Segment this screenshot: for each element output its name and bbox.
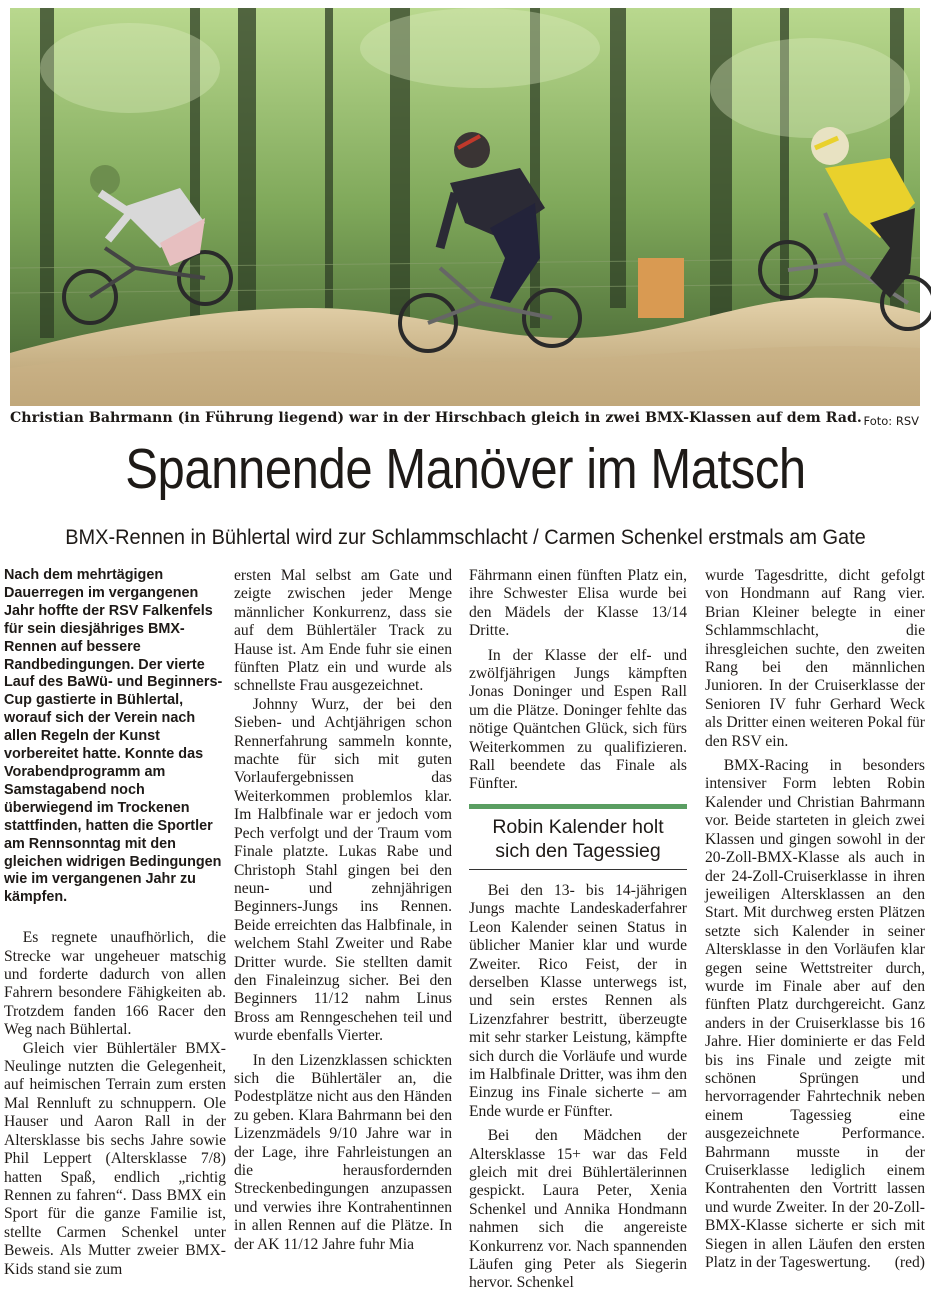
article-paragraph: In den Lizenzklassen schickten sich die Bühlertäler an, die Podestplätze nicht aus den Händen zu geben. Klara Bahrmann bei den Lizenzmädels 9/10 Jahre war in der Lage, ihre Fahrleistungen an die herausfordernden Streckenbedingungen anzupassen und verwies ihre Kontrahentinnen in allen Rennen auf die Plätze. In der AK 11/12 Jahre fuhr Mia — [234, 1051, 452, 1253]
box-headline-line-2: sich den Tagessieg — [495, 839, 661, 862]
article-column-2 — [234, 567, 452, 1277]
article-paragraph: Gleich vier Bühlertäler BMX-Neulinge nutzten die Gelegenheit, auf heimischen Terrain zum ersten Mal Rennluft zu schnuppern. Ole Hauser und Aaron Rall in der Altersklasse bis sechs Jahre sowie Phil Leppert (Altersklasse 7/8) hatten Spaß, endlich „richtig Rennen zu fahren“. Dass BMX ein Sport für die ganze Familie ist, stellte Carmen Schenkel unter Beweis. Als Mutter zweier BMX-Kids stand sie zum — [4, 1039, 226, 1278]
article-column-4 — [705, 567, 925, 1277]
article-column-3 — [469, 567, 687, 1292]
bmx-race-photo — [10, 8, 920, 406]
subhead: BMX-Rennen in Bühlertal wird zur Schlammschlacht / Carmen Schenkel erstmals am Gate — [65, 526, 866, 549]
article-paragraph: ersten Mal selbst am Gate und zeigte zwischen jeder Menge männlicher Konkurrenz, dass sie auf dem Bühlertäler Track zu Hause ist. Am Ende fuhr sie einen fünften Platz ein und wurde als schnellste Frau ausgezeichnet. — [234, 567, 452, 695]
article-paragraph: wurde Tagesdritte, dicht gefolgt von Hondmann auf Rang vier. Brian Kleiner belegte in einer Schlammschlacht, die ihresgleichen suchte, den zweiten Rang bei den männlichen Junioren. In der Cruiserklasse der Senioren IV fuhr Gerhard Weck als Dritter einen weiteren Pokal für den RSV ein. — [705, 567, 925, 750]
article-paragraph: Johnny Wurz, der bei den Sieben- und Achtjährigen schon Rennerfahrung sammeln konnte, machte für sich mit guten Vorlaufergebnissen das Weiterkommen problemlos klar. Im Halbfinale war er jedoch vom Pech verfolgt und der Traum vom Finale platzte. Lukas Rabe und Christoph Stahl gingen bei den neun- und zehnjährigen Beginners-Jungs ins Rennen. Beide erreichten das Halbfinale, in welchem Stahl Zweiter und Rabe Dritter wurde. Sie stellten damit den Finaleinzug sicher. Bei den Beginners 11/12 nahm Linus Bross am Renngeschehen teil und wurde ebenfalls Vierter. — [234, 695, 452, 1045]
box-headline — [469, 804, 687, 870]
article-paragraph-text: BMX-Racing in besonders intensiver Form lebten Robin Kalender und Christian Bahrmann vor. Beide starteten in gleich zwei Klassen und gingen sowohl in der 20-Zoll-BMX-Klasse als auch in der 24-Zoll-Cruiserklasse in ihren jeweiligen Altersklassen an den Start. Mit durchweg ersten Plätzen setzte sich Kalender in seiner Altersklasse in den Vorläufen klar gegen seine Wettstreiter durch, wurde im Finale aber auf den fünften Platz durchgereicht. Ganz anders in der Cruiserklasse bis 16 Jahre. Hier dominierte er das Feld bis ins Finale und zeigte mit schönen Sprüngen und hervorragender Fahrtechnik neben einem Tagessieg eine ausgezeichnete Performance. Bahrmann musste in der Cruiserklasse lediglich einem Kontrahenten den Vortritt lassen und wurde Zweiter. In der 20-Zoll-BMX-Klasse sicherte er sich mit Siegen in allen Läufen den ersten Platz in der Tageswertung. — [705, 757, 925, 1272]
headline: Spannende Manöver im Matsch — [125, 437, 806, 501]
article-paragraph: Fährmann einen fünften Platz ein, ihre Schwester Elisa wurde bei den Mädels der Klasse 13/14 Dritte. — [469, 567, 687, 640]
article-paragraph: Es regnete unaufhörlich, die Strecke war ungeheuer matschig und forderte dadurch von allen Fahrern besondere Fähigkeiten ab. Trotzdem fanden 166 Racer den Weg nach Bühlertal. — [4, 929, 226, 1039]
article-paragraph: Bei den Mädchen der Altersklasse 15+ war das Feld gleich mit drei Bühlertälerinnen gespickt. Laura Peter, Xenia Schenkel und Annika Hondmann nahmen sich die angereiste Konkurrenz vor. Nach spannenden Läufen ging Peter als Siegerin hervor. Schenkel — [469, 1127, 687, 1292]
photo-credit: Foto: RSV — [863, 414, 919, 428]
article-column-1 — [4, 567, 226, 1277]
photo-illustration — [10, 8, 920, 406]
article-paragraph: Bei den 13- bis 14-jährigen Jungs machte Landeskaderfahrer Leon Kalender seinen Status in üblicher Manier klar und wurde Zweiter. Rico Feist, der in derselben Klasse unterwegs ist, und sein erstes Rennen als Lizenzfahrer bestritt, überzeugte mit sehr starker Leistung, kämpfte sich durch die Vorläufe und wurde im Halbfinale Dritter, was ihm den Einzug ins Finale sicherte – am Ende wurde er Fünfter. — [469, 881, 687, 1120]
author-sign: (red) — [894, 1254, 925, 1272]
box-headline-line-1: Robin Kalender holt — [492, 815, 664, 838]
article-lead: Nach dem mehrtägigen Dauerregen im vergangenen Jahr hoffte der RSV Falkenfels für sein diesjähriges BMX-Rennen auf bessere Randbedingungen. Der vierte Lauf des BaWü- und Beginners-Cup gastierte in Bühlertal, worauf sich der Verein nach allen Regeln der Kunst vorbereitet hatte. Konnte das Vorabendprogramm am Samstagabend noch überwiegend im Trockenen stattfinden, hatten die Sportler am Rennsonntag mit den gleichen widrigen Bedingungen wie im vergangenen Jahr zu kämpfen. — [4, 567, 223, 906]
article-paragraph — [705, 757, 925, 1272]
article-paragraph: In der Klasse der elf- und zwölfjährigen Jungs kämpften Jonas Doninger und Espen Rall um die Plätze. Doninger fehlte das nötige Quäntchen Glück, sich fürs Weiterkommen zu qualifizieren. Rall beendete das Finale als Fünfter. — [469, 646, 687, 793]
photo-caption: Christian Bahrmann (in Führung liegend) war in der Hirschbach gleich in zwei BMX-Klassen auf dem Rad. — [10, 410, 862, 426]
